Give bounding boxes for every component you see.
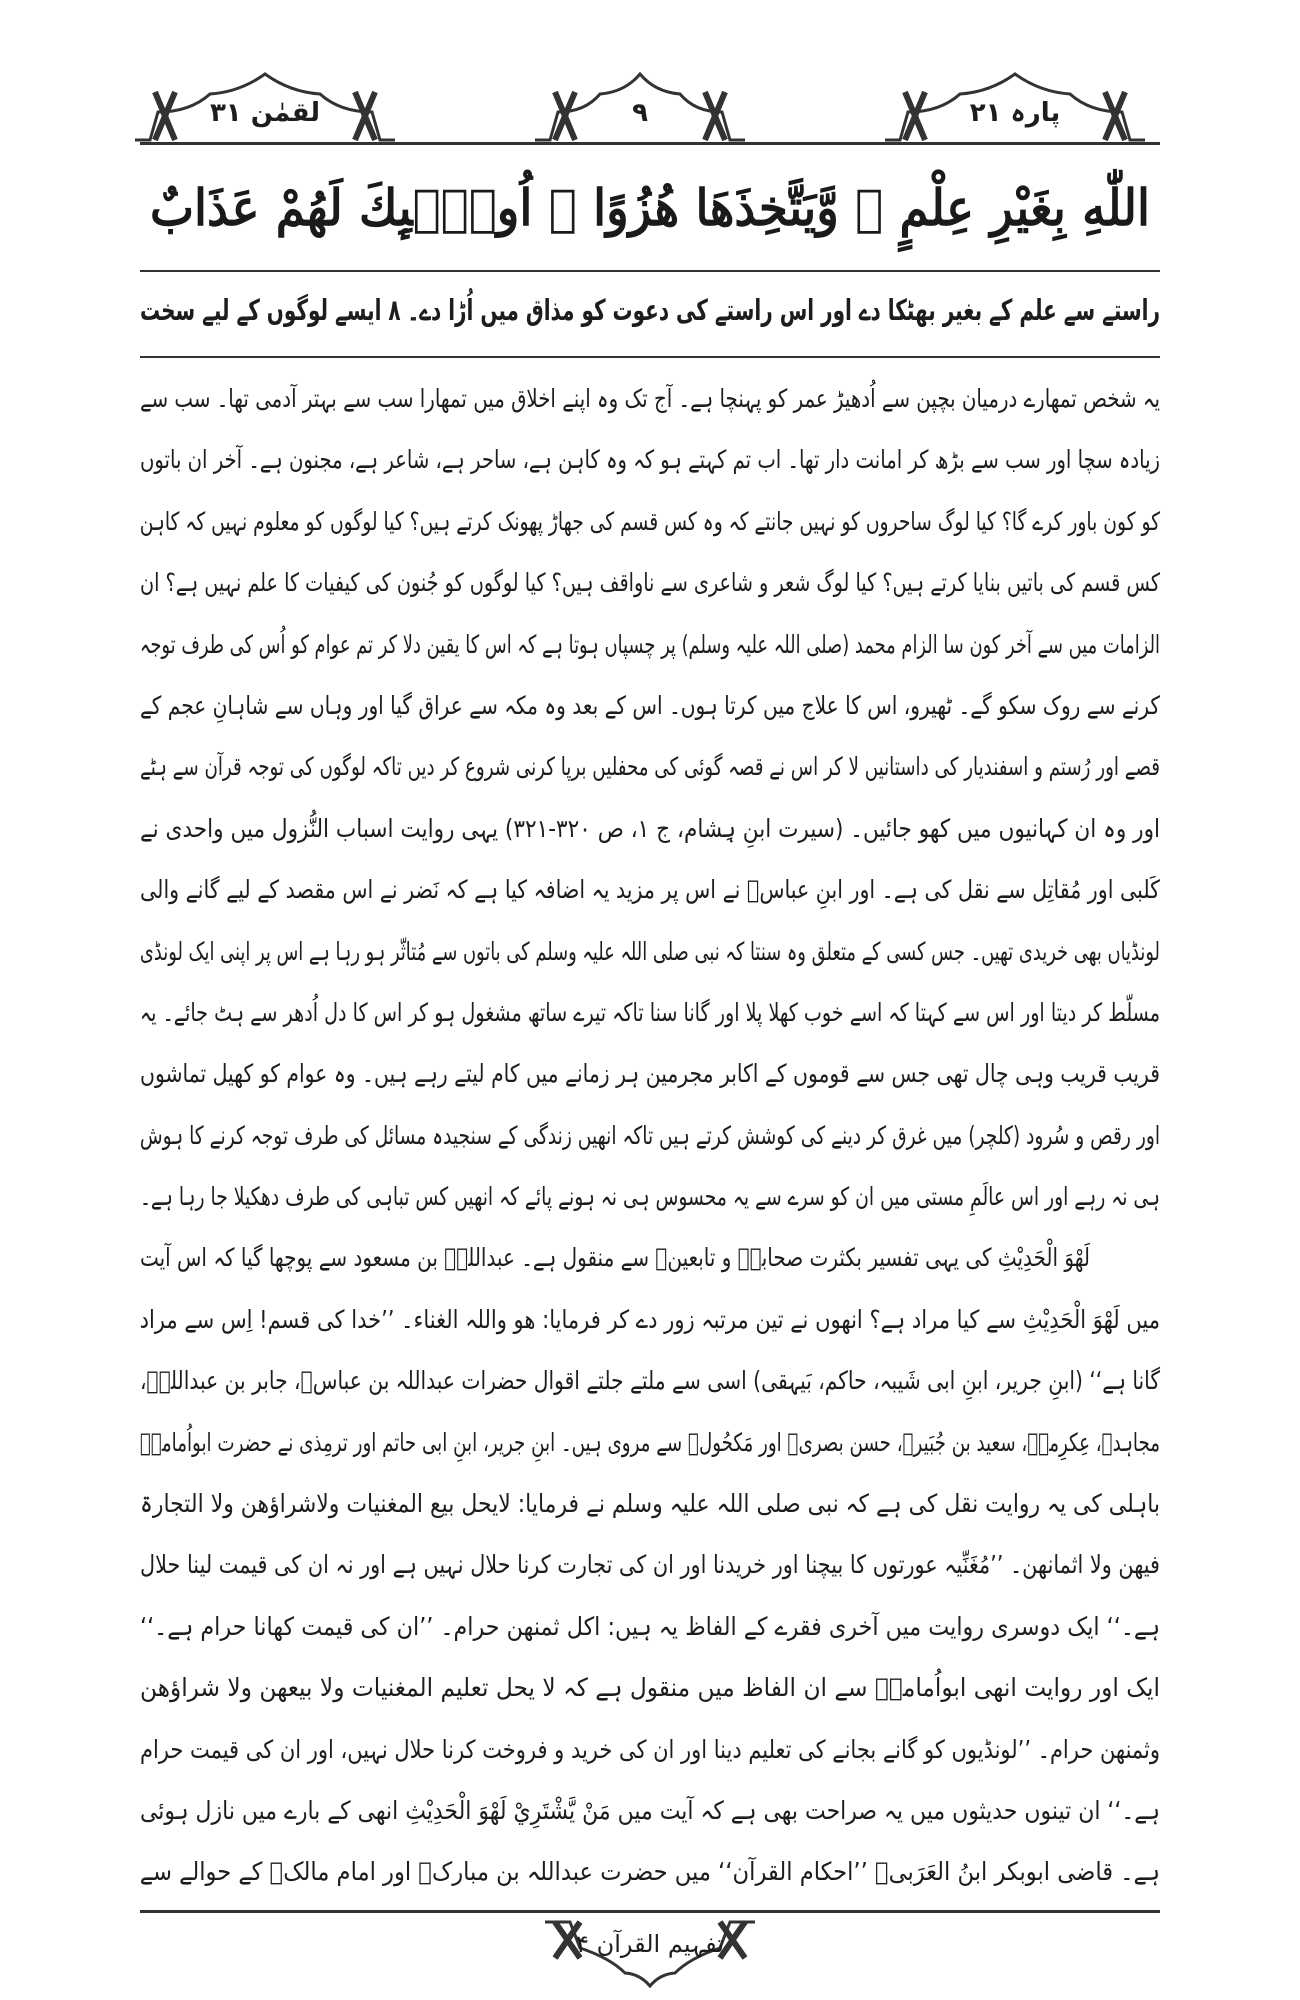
text-line-content: مسلّط کر دیتا اور اس سے کہتا کہ اسے خوب کھلا پلا اور گانا سنا تاکہ تیرے ساتھ مشغول ہو کر اس کا دل اُدھر سے ہٹ جائے۔ یہ: [139, 997, 1160, 1027]
header-divider: [140, 142, 1160, 145]
text-line: [140, 368, 1160, 429]
header-para-ornament: [880, 72, 1150, 144]
text-line-content: قصے اور رُستم و اسفندیار کی داستانیں لا کر اس نے قصہ گوئی کی محفلیں برپا کرنی شروع کر دیں تاکہ لوگوں کی توجہ قرآن سے ہٹے: [140, 752, 1160, 782]
text-line: [140, 1473, 1160, 1534]
text-line-content: ہی نہ رہے اور اس عالَمِ مستی میں ان کو سرے سے یہ محسوس ہی نہ ہونے پائے کہ انھیں کس تباہی کی طرف دھکیلا جا رہا ہے۔: [139, 1182, 1161, 1212]
text-line: [140, 1043, 1160, 1104]
footer-divider: [140, 1910, 1160, 1913]
text-line-content: الزامات میں سے آخر کون سا الزام محمد (صلی اللہ علیہ وسلم) پر چسپاں ہوتا ہے کہ اس کا یقین دلا کر تم عوام کو اُس کی طرف توجہ: [139, 629, 1160, 659]
text-line-content: ہے۔ قاضی ابوبکر ابنُ العَرَبیؒ ’’احکام القرآن‘‘ میں حضرت عبداللہ بن مبارکؒ اور امام مالکؒ کے حوالے سے: [139, 1857, 1160, 1887]
book-title: تفہیم القرآن ۴: [576, 1930, 724, 1958]
text-line-content: کرنے سے روک سکو گے۔ ٹھیرو، اس کا علاج میں کرتا ہوں۔ اس کے بعد وہ مکہ سے عراق گیا اور وہاں سے شاہانِ عجم کے: [140, 690, 1160, 720]
header-page-ornament: [530, 72, 750, 144]
text-line-content: لَهْوَ الْحَدِيْثِ کی یہی تفسیر بکثرت صحابہؓ و تابعینؒ سے منقول ہے۔ عبداللہؓ بن مسعود سے پوچھا گیا کہ اس آیت: [140, 1243, 1090, 1273]
text-line-content: ہے۔‘‘ ایک دوسری روایت میں آخری فقرے کے الفاظ یہ ہیں: اکل ثمنھن حرام۔ ’’ان کی قیمت کھانا حرام ہے۔‘‘: [140, 1611, 1160, 1641]
quran-verse-text: اللّٰهِ بِغَيْرِ عِلْمٍ ۖ وَّيَتَّخِذَهَا هُزُوًا ۭ اُولٰۗىِٕكَ لَهُمْ عَذَابٌ: [150, 178, 1150, 237]
text-line: [140, 1841, 1160, 1902]
text-line-content: کو کون باور کرے گا؟ کیا لوگ ساحروں کو نہیں جانتے کہ وہ کس قسم کی جھاڑ پھونک کرتے ہیں؟ کیا لوگوں کو معلوم نہیں کہ کاہن: [139, 506, 1161, 536]
text-line: [140, 736, 1160, 797]
commentary-text: [140, 368, 1160, 1903]
text-line: [140, 1657, 1160, 1718]
text-line: [140, 798, 1160, 859]
text-line: [140, 1289, 1160, 1350]
text-line: [140, 675, 1160, 736]
text-line: [140, 1166, 1160, 1227]
text-line: [140, 1534, 1160, 1595]
text-line-content: میں لَهْوَ الْحَدِيْثِ سے کیا مراد ہے؟ انھوں نے تین مرتبہ زور دے کر فرمایا: ھو واللہ الغناء۔ ’’خدا کی قسم! اِس سے مراد: [139, 1304, 1160, 1334]
text-line-content: کَلبی اور مُقاتِل سے نقل کی ہے۔ اور ابنِ عباسؓ نے اس پر مزید یہ اضافہ کیا ہے کہ نَضر نے اس مقصد کے لیے گانے والی: [140, 875, 1160, 905]
surah-name: لقمٰن ۳۱: [209, 98, 321, 128]
text-line-content: ہے۔‘‘ ان تینوں حدیثوں میں یہ صراحت بھی ہے کہ آیت میں مَنْ يَّشْتَرِيْ لَهْوَ الْحَدِيْثِ انھی کے بارے میں نازل ہوئی: [139, 1795, 1161, 1825]
text-line: [140, 491, 1160, 552]
text-line: [140, 1350, 1160, 1411]
quran-verse: [150, 168, 1150, 248]
page-number: ۹: [632, 98, 648, 128]
text-line: [140, 429, 1160, 490]
text-line: [140, 859, 1160, 920]
text-line-content: اور رقص و سُرود (کلچر) میں غرق کر دینے کی کوشش کرتے ہیں تاکہ انھیں زندگی کے سنجیدہ مسائل کی طرف توجہ کرنے کا ہوش: [139, 1120, 1161, 1150]
text-line-content: گانا ہے‘‘ (ابنِ جریر، ابنِ ابی شَیبہ، حاکم، بَیہقی) اسی سے ملتے جلتے اقوال حضرات عبداللہ بن عباسؓ، جابر بن عبداللہؓ،: [140, 1366, 1160, 1396]
text-line: [140, 1780, 1160, 1841]
text-line-content: یہ شخص تمھارے درمیان بچپن سے اُدھیڑ عمر کو پہنچا ہے۔ آج تک وہ اپنے اخلاق میں تمھارا سب سے بہتر آدمی تھا۔ سب سے: [140, 384, 1160, 413]
para-number: پارہ ۲۱: [969, 98, 1061, 128]
text-line-content: قریب قریب وہی چال تھی جس سے قوموں کے اکابر مجرمین ہر زمانے میں کام لیتے رہے ہیں۔ وہ عوام کو کھیل تماشوں: [140, 1059, 1160, 1089]
text-line-content: فیھن ولا اثمانھن۔ ’’مُغَنِّیہ عورتوں کا بیچنا اور خریدنا اور ان کی تجارت کرنا حلال نہیں ہے اور نہ ان کی قیمت لینا حلال: [140, 1550, 1160, 1580]
text-line-content: باہلی کی یہ روایت نقل کی ہے کہ نبی صلی اللہ علیہ وسلم نے فرمایا: لایحل بیع المغنیات ولاشراؤھن ولا التجارۃ: [140, 1489, 1160, 1519]
translation-divider: [140, 356, 1160, 358]
text-line: [140, 982, 1160, 1043]
verse-translation: [140, 282, 1160, 338]
text-line: [140, 1596, 1160, 1657]
text-line-content: کس قسم کی باتیں بنایا کرتے ہیں؟ کیا لوگ شعر و شاعری سے ناواقف ہیں؟ کیا لوگوں کو جُنون کی کیفیات کا علم نہیں ہے؟ ان: [139, 568, 1160, 598]
text-line: [140, 614, 1160, 675]
text-line: [140, 921, 1160, 982]
text-line-content: زیادہ سچا اور سب سے بڑھ کر امانت دار تھا۔ اب تم کہتے ہو کہ وہ کاہن ہے، ساحر ہے، شاعر ہے، مجنون ہے۔ آخر ان باتوں: [140, 445, 1160, 475]
text-line: [140, 1719, 1160, 1780]
footer-ornament: [540, 1918, 760, 1988]
text-line-content: وثمنھن حرام۔ ’’لونڈیوں کو گانے بجانے کی تعلیم دینا اور ان کی خرید و فروخت کرنا حلال نہیں، اور ان کی قیمت حرام: [140, 1734, 1160, 1764]
text-line-content: اور وہ ان کہانیوں میں کھو جائیں۔ (سیرت ابنِ ہِشام، ج ۱، ص ۳۲۰-۳۲۱) یہی روایت اسباب النُّزول میں واحدی نے: [140, 813, 1161, 843]
header-surah-ornament: [130, 72, 400, 144]
text-line-content: مجاہدؒ، عِکرِمہؒ، سعید بن جُبَیرؒ، حسن بصریؒ اور مَکحُولؒ سے مروی ہیں۔ ابنِ جریر، ابنِ ابی حاتم اور ترمِذی نے حضرت ابواُمامہؓ: [139, 1427, 1161, 1457]
text-line-content: لونڈیاں بھی خریدی تھیں۔ جس کسی کے متعلق وہ سنتا کہ نبی صلی اللہ علیہ وسلم کی باتوں سے مُتاثّر ہو رہا ہے اس پر اپنی ایک لونڈی: [139, 936, 1161, 966]
text-line-content: ایک اور روایت انھی ابواُمامہؓ سے ان الفاظ میں منقول ہے کہ لا یحل تعلیم المغنیات ولا بیعھن ولا شراؤھن: [140, 1673, 1160, 1703]
text-line: [140, 552, 1160, 613]
text-line: [140, 1105, 1160, 1166]
text-line: [140, 1227, 1160, 1288]
verse-translation-text: راستے سے علم کے بغیر بھٹکا دے اور اس راستے کی دعوت کو مذاق میں اُڑا دے۔ ۸ ایسے لوگوں کے لیے سخت: [140, 293, 1160, 327]
text-line: [140, 1412, 1160, 1473]
verse-divider: [140, 270, 1160, 272]
